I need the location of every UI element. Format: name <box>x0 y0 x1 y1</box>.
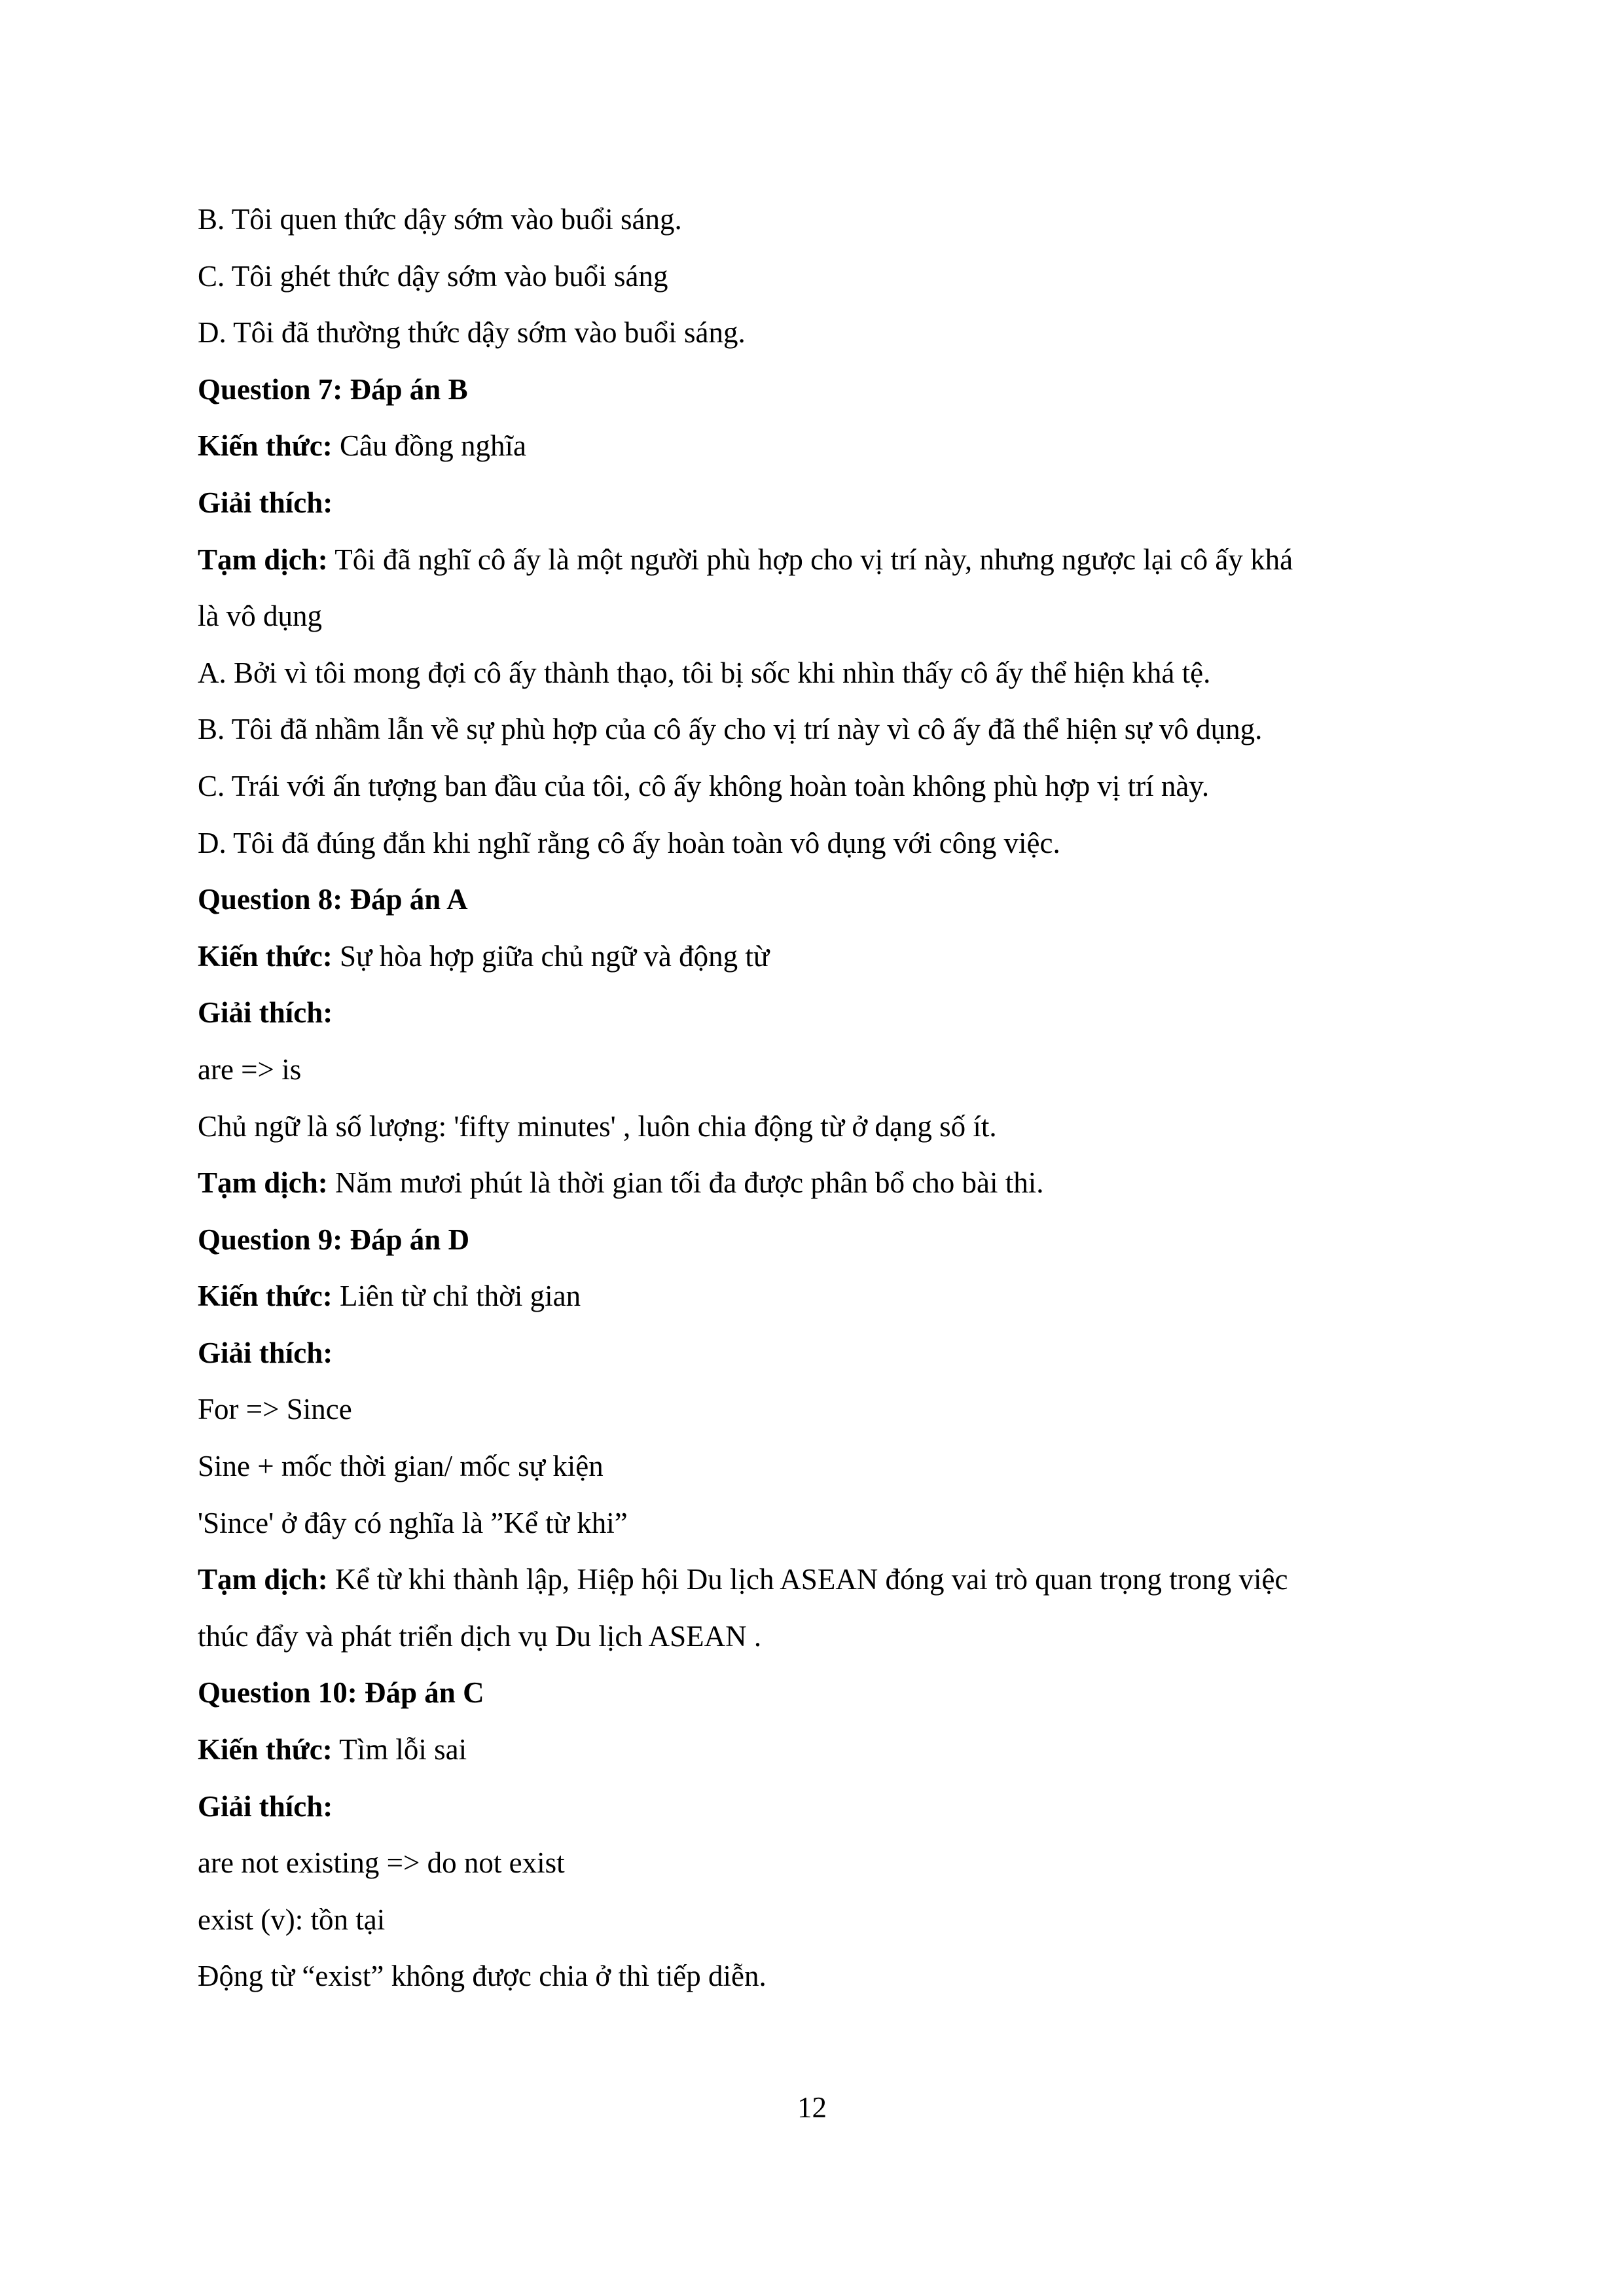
q7-kien-thuc <box>198 418 1441 475</box>
q8-correction: are => is <box>198 1052 302 1086</box>
q9-kien-thuc <box>198 1268 1441 1325</box>
q10-correction: are not existing => do not exist <box>198 1846 565 1880</box>
q7-option-c: C. Trái với ấn tượng ban đầu của tôi, cô ấy không hoàn toàn không phù hợp vị trí này. <box>198 769 1210 802</box>
q9-tam-dich-continued: thúc đẩy và phát triển dịch vụ Du lịch ASEAN . <box>198 1619 762 1653</box>
page-number: 12 <box>797 2091 827 2124</box>
q9-giai-thich-label: Giải thích: <box>198 1336 333 1369</box>
option-c-line: C. Tôi ghét thức dậy sớm vào buổi sáng <box>198 259 668 293</box>
question-10-heading: Question 10: Đáp án C <box>198 1676 484 1710</box>
page-body <box>198 191 1441 2005</box>
question-9-heading: Question 9: Đáp án D <box>198 1223 470 1256</box>
q8-tam-dich <box>198 1155 1441 1211</box>
q8-explanation: Chủ ngữ là số lượng: 'fifty minutes' , luôn chia động từ ở dạng số ít. <box>198 1109 997 1143</box>
kien-thuc-text: Sự hòa hợp giữa chủ ngữ và động từ <box>332 939 770 973</box>
q10-giai-thich-label: Giải thích: <box>198 1789 333 1823</box>
question-8-heading: Question 8: Đáp án A <box>198 883 468 916</box>
kien-thuc-label: Kiến thức: <box>198 939 333 973</box>
q7-giai-thich-label: Giải thích: <box>198 486 333 519</box>
q9-correction: For => Since <box>198 1393 352 1426</box>
q8-giai-thich-label: Giải thích: <box>198 996 333 1030</box>
q7-option-d: D. Tôi đã đúng đắn khi nghĩ rằng cô ấy hoàn toàn vô dụng với công việc. <box>198 826 1060 859</box>
q7-tam-dich-continued: là vô dụng <box>198 600 322 633</box>
q7-tam-dich <box>198 531 1441 588</box>
option-b-line: B. Tôi quen thức dậy sớm vào buổi sáng. <box>198 203 682 236</box>
option-d-line: D. Tôi đã thường thức dậy sớm vào buổi sáng. <box>198 316 746 350</box>
kien-thuc-text: Liên từ chỉ thời gian <box>332 1280 581 1313</box>
kien-thuc-label: Kiến thức: <box>198 1280 333 1313</box>
kien-thuc-label: Kiến thức: <box>198 429 333 463</box>
q10-kien-thuc <box>198 1721 1441 1778</box>
q10-definition: exist (v): tồn tại <box>198 1903 386 1936</box>
tam-dich-text: Năm mươi phút là thời gian tối đa được phân bổ cho bài thi. <box>327 1166 1044 1200</box>
tam-dich-label: Tạm dịch: <box>198 1166 328 1200</box>
q8-kien-thuc <box>198 928 1441 985</box>
kien-thuc-text: Câu đồng nghĩa <box>332 429 526 463</box>
q7-option-a: A. Bởi vì tôi mong đợi cô ấy thành thạo, tôi bị sốc khi nhìn thấy cô ấy thể hiện khá tệ. <box>198 656 1211 689</box>
kien-thuc-label: Kiến thức: <box>198 1733 333 1767</box>
q10-explanation: Động từ “exist” không được chia ở thì tiếp diễn. <box>198 1960 767 1993</box>
tam-dich-text: Tôi đã nghĩ cô ấy là một người phù hợp cho vị trí này, nhưng ngược lại cô ấy khá <box>327 543 1293 576</box>
q7-option-b: B. Tôi đã nhầm lẫn về sự phù hợp của cô ấy cho vị trí này vì cô ấy đã thể hiện sự vô dụng. <box>198 713 1263 746</box>
tam-dich-label: Tạm dịch: <box>198 543 328 576</box>
q9-tam-dich <box>198 1551 1441 1608</box>
kien-thuc-text: Tìm lỗi sai <box>332 1733 467 1767</box>
q9-meaning: 'Since' ở đây có nghĩa là ”Kể từ khi” <box>198 1506 628 1539</box>
q9-rule: Sine + mốc thời gian/ mốc sự kiện <box>198 1450 604 1483</box>
tam-dich-text: Kể từ khi thành lập, Hiệp hội Du lịch ASEAN đóng vai trò quan trọng trong việc <box>327 1563 1288 1596</box>
question-7-heading: Question 7: Đáp án B <box>198 372 468 406</box>
tam-dich-label: Tạm dịch: <box>198 1563 328 1596</box>
